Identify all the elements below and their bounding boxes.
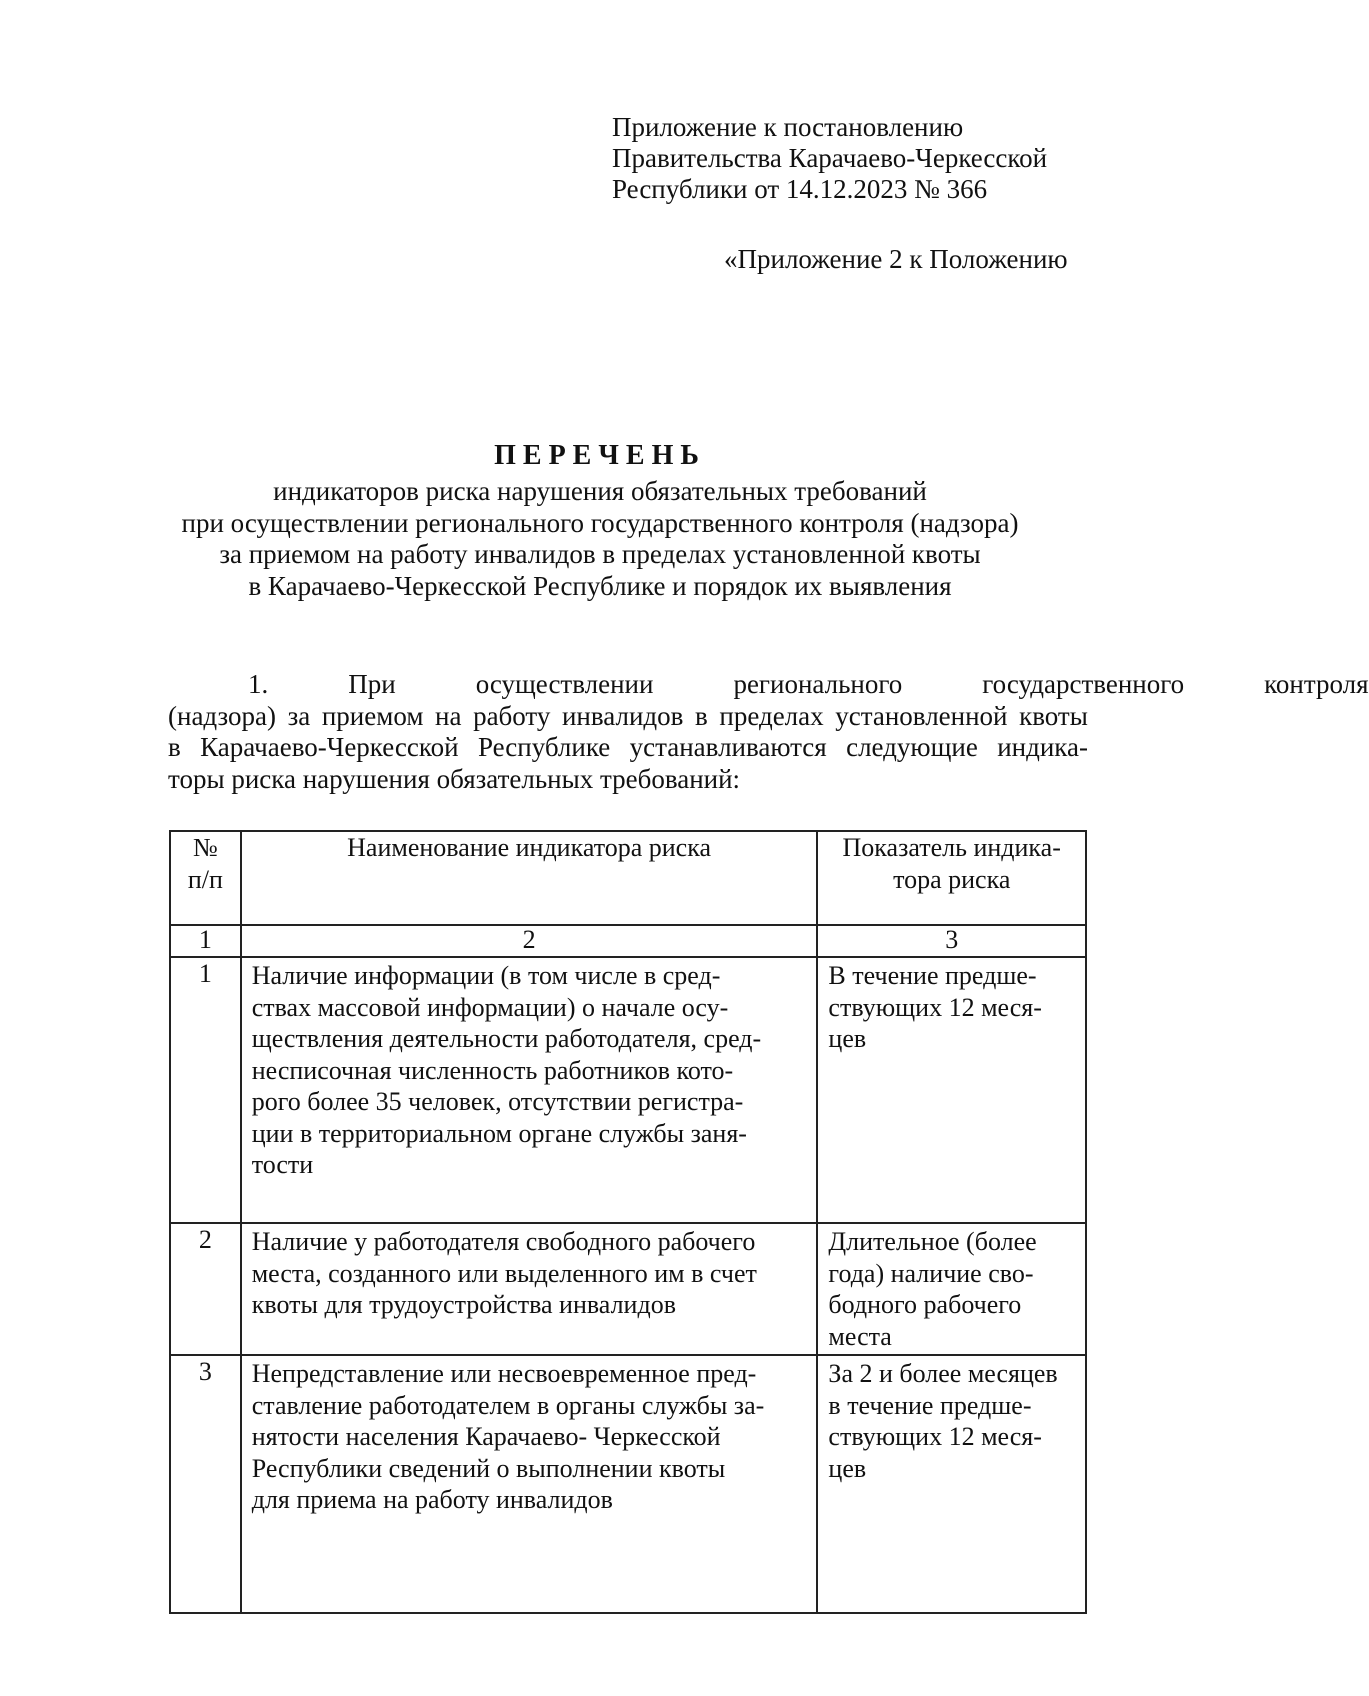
cell-line: В течение предше- — [828, 961, 1037, 990]
document-subtitle — [150, 476, 1050, 602]
annex-reference: «Приложение 2 к Положению — [724, 244, 1068, 274]
cell-line: Длительное (более — [828, 1227, 1037, 1256]
row-value-cell — [817, 1355, 1086, 1613]
cell-line: Наличие у работодателя свободного рабочего — [251, 1227, 756, 1256]
word: квоты — [1019, 700, 1088, 731]
word: за — [287, 700, 311, 731]
column-index-cell: 3 — [817, 925, 1086, 957]
word: При — [348, 669, 396, 699]
cell-line: ставление работодателем в органы службы за- — [251, 1390, 765, 1420]
document-title: ПЕРЕЧЕНЬ — [494, 440, 706, 471]
subtitle-line: за приемом на работу инвалидов в пределах установленной квоты — [219, 539, 981, 569]
word: государственного — [982, 669, 1185, 699]
header-cell-name: Наименование индикатора риска — [241, 831, 818, 925]
subtitle-line: индикаторов риска нарушения обязательных требований — [273, 476, 927, 506]
column-index-row — [170, 925, 1086, 957]
cell-line: Республики сведений о выполнении квоты — [251, 1453, 726, 1483]
cell-line: тости — [251, 1150, 314, 1179]
paragraph-line: торы риска нарушения обязательных требований: — [168, 763, 741, 794]
word: 1. — [248, 669, 269, 699]
cell-line: года) наличие сво- — [828, 1258, 1034, 1288]
word: (надзора) — [168, 700, 276, 731]
word: Карачаево-Черкесской — [200, 732, 459, 762]
cell-line: ствующих 12 меся- — [828, 1422, 1042, 1451]
table-row — [170, 1223, 1086, 1355]
cell-line: в течение предше- — [828, 1390, 1032, 1420]
approval-line: Республики от 14.12.2023 № 366 — [612, 174, 988, 204]
cell-line: несписочная численность работников кото- — [251, 1055, 734, 1085]
word: работу — [473, 700, 551, 731]
cell-line: рого более 35 человек, отсутствии регистра- — [251, 1087, 744, 1116]
row-name-cell — [241, 1223, 818, 1355]
header-cell-number — [170, 831, 241, 925]
header-value-line: тора риска — [893, 864, 1011, 894]
header-num-line: № — [192, 833, 218, 862]
word: устанавливаются — [629, 732, 827, 762]
paragraph-line — [168, 701, 1088, 733]
word: приемом — [321, 700, 424, 731]
word: установленной — [835, 700, 1008, 731]
header-num-line: п/п — [187, 864, 223, 894]
row-number-cell: 1 — [170, 957, 241, 1223]
word: контроля — [1264, 669, 1369, 699]
word: в — [695, 700, 708, 731]
word: Республике — [477, 732, 611, 762]
word: следующие — [846, 732, 978, 762]
cell-line: для приема на работу инвалидов — [251, 1485, 613, 1514]
table-row — [170, 957, 1086, 1223]
paragraph-1 — [168, 669, 1369, 795]
row-number-cell: 2 — [170, 1223, 241, 1355]
cell-line: бодного рабочего — [828, 1290, 1022, 1319]
column-index-cell: 1 — [170, 925, 241, 957]
cell-line: нятости населения Карачаево- Черкесской — [251, 1422, 721, 1451]
word: на — [435, 700, 462, 731]
cell-line: ствующих 12 меся- — [828, 992, 1042, 1022]
cell-line: цев — [828, 1453, 867, 1483]
word: в — [168, 732, 181, 762]
subtitle-line: при осуществлении регионального государственного контроля (надзора) — [181, 507, 1019, 538]
risk-indicators-table — [169, 830, 1087, 1614]
cell-line: места — [828, 1321, 892, 1351]
cell-line: ствах массовой информации) о начале осу- — [251, 992, 729, 1022]
approval-line: Приложение к постановлению — [612, 112, 964, 142]
word: инвалидов — [561, 700, 684, 731]
word: индика- — [997, 732, 1088, 762]
row-name-cell — [241, 957, 818, 1223]
word: регионального — [733, 669, 903, 699]
row-name-cell — [241, 1355, 818, 1613]
cell-line: ществления деятельности работодателя, сред- — [251, 1024, 762, 1053]
row-value-cell — [817, 957, 1086, 1223]
cell-line: Непредставление или несвоевременное пред- — [251, 1359, 757, 1388]
cell-line: квоты для трудоустройства инвалидов — [251, 1290, 676, 1319]
cell-line: Наличие информации (в том числе в сред- — [251, 961, 721, 990]
header-cell-value — [817, 831, 1086, 925]
header-value-line: Показатель индика- — [842, 833, 1061, 862]
table-row — [170, 1355, 1086, 1613]
subtitle-line: в Карачаево-Черкесской Республике и порядок их выявления — [248, 570, 952, 601]
paragraph-line — [168, 732, 1088, 764]
cell-line: ции в территориальном органе службы заня- — [251, 1118, 747, 1148]
column-index-cell: 2 — [241, 925, 818, 957]
cell-line: За 2 и более месяцев — [828, 1359, 1058, 1388]
table-header-row — [170, 831, 1086, 925]
approval-block — [612, 112, 1047, 205]
row-number-cell: 3 — [170, 1355, 241, 1613]
cell-line: цев — [828, 1024, 867, 1053]
word: пределах — [719, 700, 824, 731]
word: осуществлении — [475, 669, 654, 699]
row-value-cell — [817, 1223, 1086, 1355]
cell-line: места, созданного или выделенного им в счет — [251, 1258, 757, 1288]
approval-line: Правительства Карачаево-Черкесской — [612, 143, 1048, 173]
paragraph-line — [168, 669, 1369, 701]
